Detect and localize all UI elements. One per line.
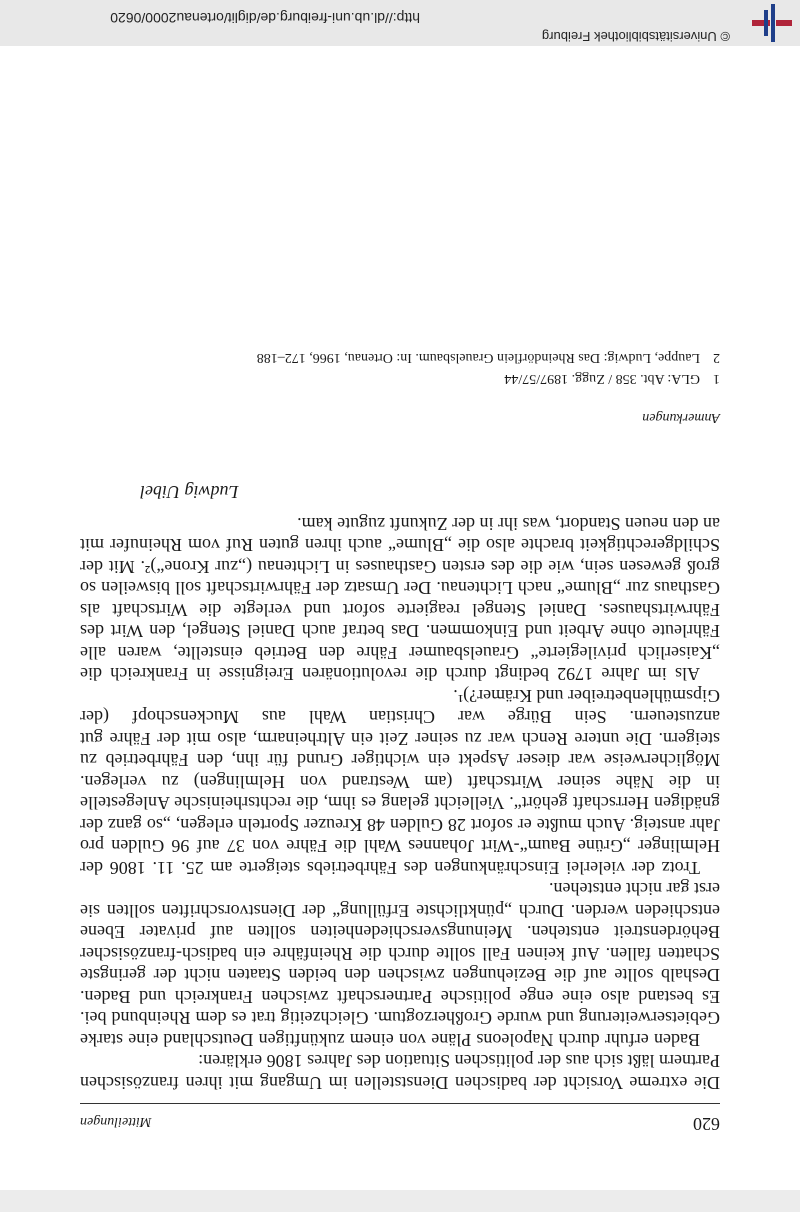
paragraph: Als im Jahre 1792 bedingt durch die revolutionären Ereignisse in Frankreich die „Kaiserlich privilegierte“ Grauelsbaumer Fähre den Betrieb einstellte, waren alle Fährleute ohne Arbeit und Einkommen. Das betraf auch Daniel Stengel, den Wirt des Fährwirtshauses. Daniel Stengel reagierte sofort und verlegte die Wirtschaft als Gasthaus zur „Blume“ nach Lichtenau. Der Umsatz der Fährwirtschaft soll bisweilen so groß gewesen sein, wie die des ersten Gasthauses in Lichtenau („zur Krone“)². Mit der Schildgerechtigkeit brachte also die „Blume“ auch ihren guten Ruf vom Rheinufer mit an den neuen Standort, was ihr in der Zukunft zugute kam. <box>80 514 720 685</box>
notes-heading: Anmerkungen <box>642 410 720 426</box>
page-number: 620 <box>693 1114 720 1134</box>
author-signature: Ludwig Uibel <box>140 482 239 503</box>
footnote-text: Lauppe, Ludwig: Das Rheindörflein Grauelsbaum. In: Ortenau, 1966, 172–188 <box>256 350 700 366</box>
section-title: Mitteilungen <box>80 1114 152 1129</box>
running-head <box>80 1103 720 1134</box>
paragraph: Die extreme Vorsicht der badischen Dienststellen im Umgang mit ihren französischen Partnern läßt sich aus der politischen Situation des Jahres 1806 erklären: <box>80 1051 720 1093</box>
footnote-number: 1 <box>713 371 720 387</box>
university-logo <box>752 4 792 42</box>
scan-footer-strip <box>0 1190 800 1212</box>
footnote-text: GLA: Abt. 358 / Zugg. 1897/57/44 <box>504 371 700 387</box>
footnote-number: 2 <box>713 350 720 366</box>
source-url[interactable]: http://dl.ub.uni-freiburg.de/diglit/ortenau2000/0620 <box>110 10 420 26</box>
scanned-page <box>0 46 800 1190</box>
footnote <box>80 369 720 390</box>
footnotes <box>80 348 720 390</box>
paragraph: Trotz der vielerlei Einschränkungen des Fährbetriebs steigerte am 25. 11. 1806 der Helmlinger „Grüne Baum“-Wirt Johannes Wahl die Fähre von 37 auf 96 Gulden pro Jahr ansteig. Auch mußte er sofort 28 Gulden 48 Kreuzer Sporteln erlegen, „so ganz der gnädigen Herrschaft gehört“. Vielleicht gelang es ihm, die rechtsrheinische Anlegestelle in die Nähe seiner Wirtschaft (am Westrand von Helmlingen) zu verlegen. Möglicherweise war dieser Aspekt ein wichtiger Grund für ihn, den Fährbetrieb zu steigern. Die untere Rench war zu seiner Zeit ein Altrheinarm, also mit der Fähre gut anzusteuern. Sein Bürge war Christian Wahl aus Muckenschopf (der Gipsmühlenbetreiber und Krämer?)¹. <box>80 686 720 878</box>
article-body <box>80 513 720 1094</box>
footnote <box>80 348 720 369</box>
library-credit: © Universitätsbibliothek Freiburg <box>541 29 730 44</box>
scan-header-strip <box>0 0 800 46</box>
paragraph: Baden erfuhr durch Napoleons Pläne von einem zukünftigen Deutschland eine starke Gebietserweiterung und wurde Großherzogtum. Gleichzeitig trat es dem Rheinbund bei. Es bestand also eine enge politische Partnerschaft zwischen Frankreich und Baden. Deshalb sollte auf die Beziehungen zwischen den beiden Staaten nicht der geringste Schatten fallen. Auf keinen Fall sollte durch die Rheinfähre ein badisch-französischer Behördenstreit entstehen. Meinungsverschiedenheiten sollten auf privater Ebene entschieden werden. Durch „pünktlichste Erfüllung“ der Dienstvorschriften sollten sie erst gar nicht entstehen. <box>80 879 720 1050</box>
